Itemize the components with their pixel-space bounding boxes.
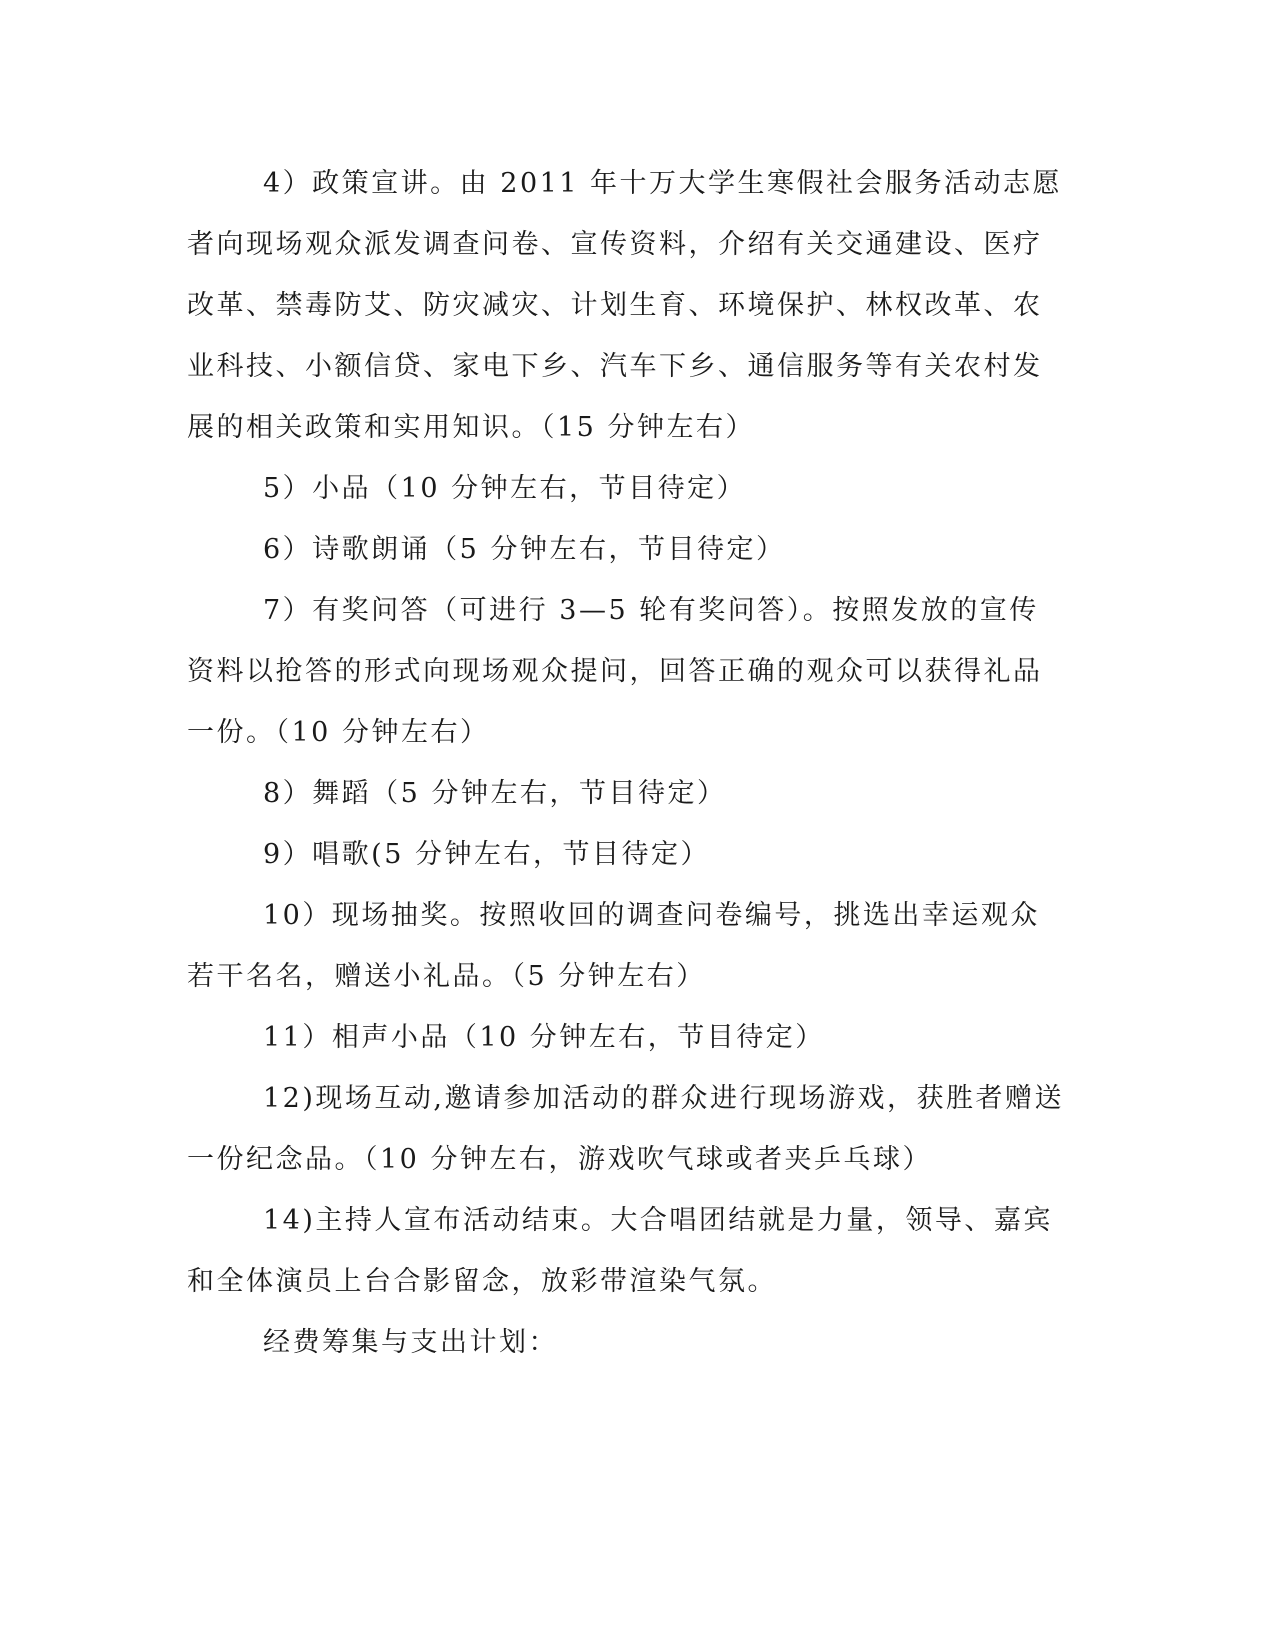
document-body [187, 153, 1067, 1373]
paragraph-skit: 5）小品（10 分钟左右，节目待定） [263, 473, 747, 504]
paragraph-lottery: 10）现场抽奖。按照收回的调查问卷编号，挑选出幸运观众若干名名，赠送小礼品。（5 分钟左右） [187, 900, 1040, 992]
paragraph-interaction: 12)现场互动,邀请参加活动的群众进行现场游戏，获胜者赠送一份纪念品。（10 分钟左右，游戏吹气球或者夹乒乓球） [187, 1083, 1064, 1175]
paragraph-policy-talk: 4）政策宣讲。由 2011 年十万大学生寒假社会服务活动志愿者向现场观众派发调查问卷、宣传资料，介绍有关交通建设、医疗改革、禁毒防艾、防灾减灾、计划生育、环境保护、林权改革、农业科技、小额信贷、家电下乡、汽车下乡、通信服务等有关农村发展的相关政策和实用知识。（15 分钟左右） [187, 168, 1063, 443]
paragraph-singing: 9）唱歌(5 分钟左右，节目待定） [263, 839, 710, 870]
paragraph-closing: 14)主持人宣布活动结束。大合唱团结就是力量，领导、嘉宾和全体演员上台合影留念，放彩带渲染气氛。 [187, 1205, 1053, 1297]
paragraph-crosstalk: 11）相声小品（10 分钟左右，节目待定） [263, 1022, 825, 1053]
paragraph-prize-quiz: 7）有奖问答（可进行 3—5 轮有奖问答）。按照发放的宣传资料以抢答的形式向现场观众提问，回答正确的观众可以获得礼品一份。（10 分钟左右） [187, 595, 1043, 748]
paragraph-budget-heading: 经费筹集与支出计划： [263, 1327, 558, 1358]
paragraph-poetry-recital: 6）诗歌朗诵（5 分钟左右，节目待定） [263, 534, 786, 565]
paragraph-dance: 8）舞蹈（5 分钟左右，节目待定） [263, 778, 727, 809]
